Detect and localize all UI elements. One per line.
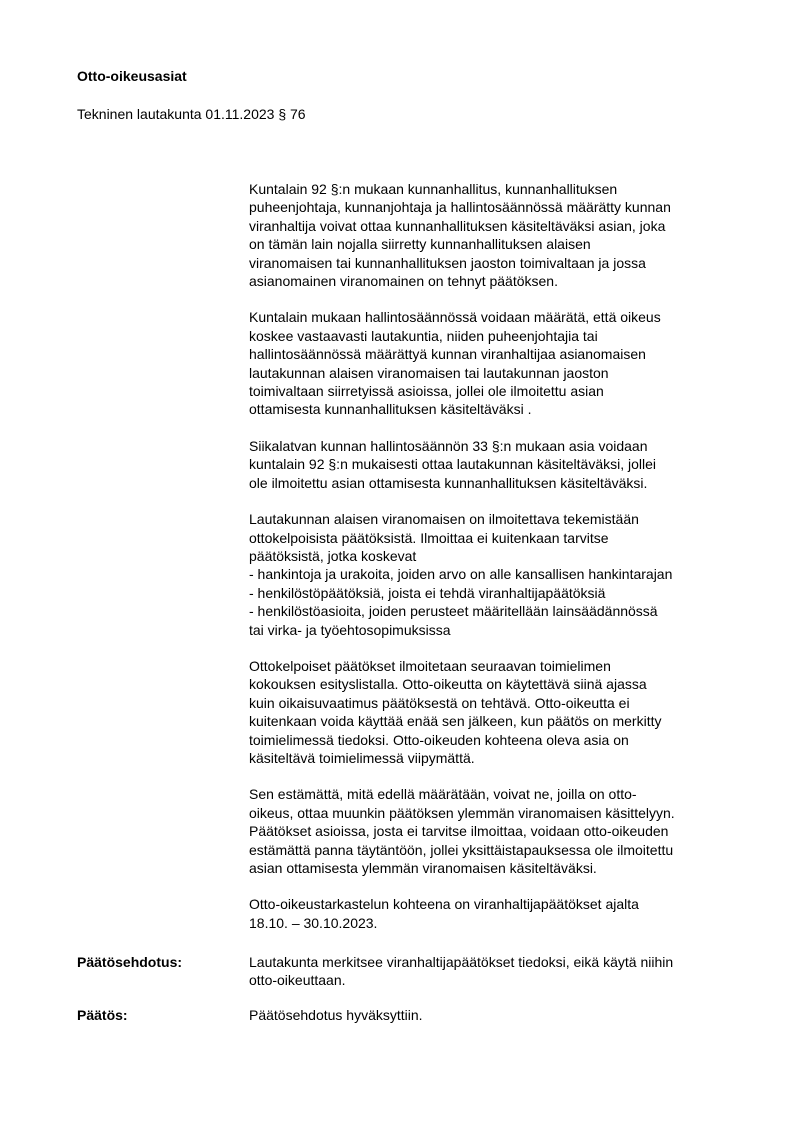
decision-label: Päätös: <box>77 1007 128 1023</box>
paragraph <box>249 308 741 418</box>
paragraph <box>249 657 741 767</box>
proposal-label: Päätösehdotus: <box>77 954 183 970</box>
text-line: kuntalain 92 §:n mukaisesti ottaa lautakunnan käsiteltäväksi, jollei <box>249 456 657 473</box>
text-line: Otto-oikeustarkastelun kohteena on viranhaltijapäätökset ajalta <box>249 896 639 913</box>
text-line: lautakunnan alaisen viranomaisen tai lautakunnan jaoston <box>249 364 609 381</box>
text-line: Ottokelpoiset päätökset ilmoitetaan seuraavan toimielimen <box>249 657 611 674</box>
decision-text: Päätösehdotus hyväksyttiin. <box>249 1007 423 1023</box>
text-line: kuitenkaan voida käyttää enää sen jälkeen, kun päätös on merkitty <box>249 713 662 730</box>
text-line: ole ilmoitettu asian ottamisesta kunnanhallituksen käsiteltäväksi. <box>249 474 648 491</box>
text-line: oikeus, ottaa muunkin päätöksen ylemmän viranomaisen käsittelyyn. <box>249 804 675 821</box>
paragraph <box>249 785 741 877</box>
text-line: kuin oikaisuvaatimus päätöksestä on tehtävä. Otto-oikeutta ei <box>249 694 630 711</box>
text-line: Lautakunta merkitsee viranhaltijapäätökset tiedoksi, eikä käytä niihin <box>249 954 674 970</box>
paragraph <box>249 895 741 932</box>
text-line: Lautakunnan alaisen viranomaisen on ilmoitettava tekemistään <box>249 511 639 528</box>
text-line: asian ottamisesta ylemmän viranomaisen käsiteltäväksi. <box>249 860 597 876</box>
text-line: viranomaisen tai kunnanhallituksen jaoston toimivaltaan ja jossa <box>249 254 646 271</box>
text-line: tai virka- ja työehtosopimuksissa <box>249 621 451 638</box>
text-line: viranhaltija voivat ottaa kunnanhallituksen käsiteltäväksi asian, joka <box>249 217 666 234</box>
text-line: Päätökset asioissa, josta ei tarvitse ilmoittaa, voidaan otto-oikeuden <box>249 823 669 840</box>
paragraph <box>249 510 741 639</box>
text-line: Siikalatvan kunnan hallintosäännön 33 §:n mukaan asia voidaan <box>249 437 648 454</box>
list-item: - hankintoja ja urakoita, joiden arvo on alle kansallisen hankintarajan <box>249 566 673 583</box>
text-line: asianomainen viranomainen on tehnyt päätöksen. <box>249 273 558 290</box>
text-line: kokouksen esityslistalla. Otto-oikeutta on käytettävä siinä ajassa <box>249 676 647 693</box>
text-line: 18.10. – 30.10.2023. <box>249 914 378 931</box>
text-line: Sen estämättä, mitä edellä määrätään, voivat ne, joilla on otto- <box>249 786 637 803</box>
text-line: koskee vastaavasti lautakuntia, niiden puheenjohtajia tai <box>249 327 598 344</box>
text-line: Kuntalain 92 §:n mukaan kunnanhallitus, kunnanhallituksen <box>249 181 618 197</box>
text-line: on tämän lain nojalla siirretty kunnanhallituksen alaisen <box>249 236 591 253</box>
meeting-reference: Tekninen lautakunta 01.11.2023 § 76 <box>77 106 306 122</box>
document-body <box>249 180 741 950</box>
text-line: ottokelpoisista päätöksistä. Ilmoittaa ei kuitenkaan tarvitse <box>249 529 609 546</box>
paragraph <box>249 180 741 290</box>
text-line: toimielimessä tiedoksi. Otto-oikeuden kohteena oleva asia on <box>249 731 629 748</box>
text-line: estämättä panna täytäntöön, jollei yksittäistapauksessa ole ilmoitettu <box>249 841 674 858</box>
list-item: - henkilöstöasioita, joiden perusteet määritellään lainsäädännössä <box>249 603 658 620</box>
text-line: puheenjohtaja, kunnanjohtaja ja hallintosäännössä määrätty kunnan <box>249 199 671 216</box>
text-line: toimivaltaan siirretyissä asioissa, jollei ole ilmoitettu asian <box>249 383 604 400</box>
text-line: ottamisesta kunnanhallituksen käsiteltäväksi . <box>249 401 532 418</box>
text-line: Kuntalain mukaan hallintosäännössä voidaan määrätä, että oikeus <box>249 309 661 326</box>
text-line: otto-oikeuttaan. <box>249 972 346 989</box>
proposal-text <box>249 953 673 990</box>
text-line: päätöksistä, jotka koskevat <box>249 547 417 564</box>
document-title: Otto-oikeusasiat <box>77 68 187 84</box>
text-line: käsiteltävä toimielimessä viipymättä. <box>249 749 475 766</box>
paragraph <box>249 437 741 492</box>
text-line: hallintosäännössä määrättyä kunnan viranhaltijaa asianomaisen <box>249 346 646 363</box>
list-item: - henkilöstöpäätöksiä, joista ei tehdä viranhaltijapäätöksiä <box>249 584 606 601</box>
